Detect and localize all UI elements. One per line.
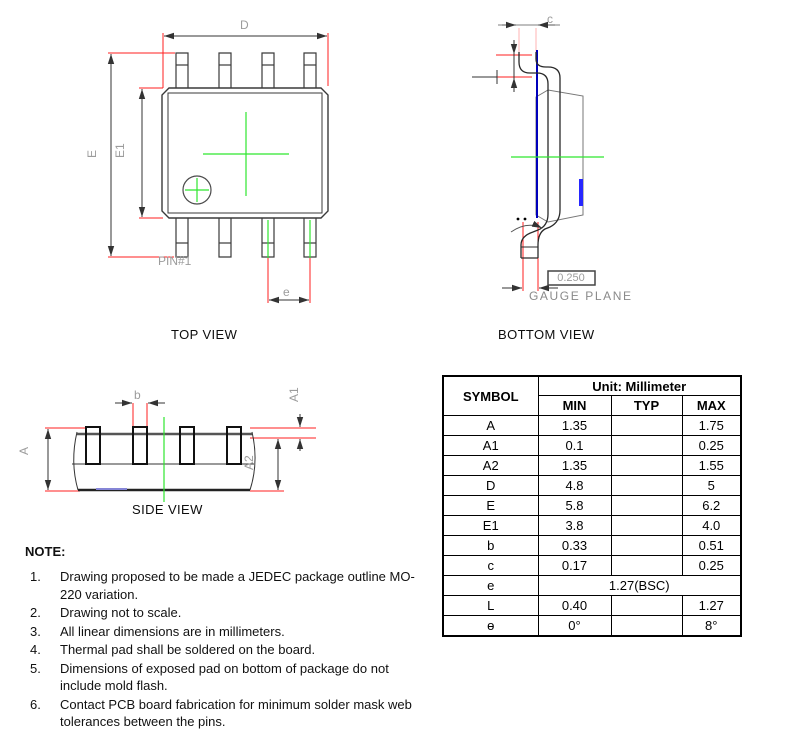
pin1-label: PIN#1: [158, 254, 192, 268]
dim-label-A2: A2: [242, 455, 256, 470]
top-pins: [176, 53, 316, 88]
dim-label-E1: E1: [113, 143, 127, 158]
table-row: [443, 596, 741, 616]
bottom-view-drawing: [460, 10, 645, 310]
table-cell: [611, 596, 682, 616]
center-marks: [185, 112, 310, 258]
table-cell: E: [443, 496, 538, 516]
max-header-cell: MAX: [682, 396, 741, 416]
top-view-extension-lines: [108, 33, 328, 303]
table-cell: 0.17: [538, 556, 611, 576]
table-cell: 1.35: [538, 416, 611, 436]
table-cell: 0.33: [538, 536, 611, 556]
table-cell: b: [443, 536, 538, 556]
note-number: 3.: [30, 623, 41, 639]
table-cell: 0.25: [682, 556, 741, 576]
table-cell: [611, 556, 682, 576]
table-cell: L: [443, 596, 538, 616]
side-view-title: SIDE VIEW: [132, 502, 203, 517]
note-number: 1.: [30, 569, 41, 584]
bottom-view-extension-lines: [496, 28, 538, 291]
table-header-row-unit: [443, 376, 741, 396]
table-cell: ɵ: [443, 616, 538, 637]
table-cell: 1.27: [682, 596, 741, 616]
unit-header-cell: Unit: Millimeter: [538, 376, 741, 396]
dim-label-A1: A1: [287, 387, 301, 402]
dim-label-b: b: [134, 388, 141, 402]
note-item: [25, 568, 415, 603]
table-cell: [611, 496, 682, 516]
note-text: Thermal pad shall be soldered on the board.: [60, 642, 316, 657]
table-cell: A2: [443, 456, 538, 476]
note-number: 4.: [30, 642, 41, 657]
table-row: [443, 576, 741, 596]
table-cell: 0.51: [682, 536, 741, 556]
note-number: 2.: [30, 605, 41, 620]
table-row: [443, 496, 741, 516]
table-cell: [611, 536, 682, 556]
table-cell: A1: [443, 436, 538, 456]
top-view-drawing: [90, 15, 350, 315]
table-row: [443, 536, 741, 556]
table-cell: [611, 516, 682, 536]
table-row: [443, 436, 741, 456]
note-text: Contact PCB board fabrication for minimum solder mask web tolerances between the pins.: [60, 696, 412, 729]
table-cell: [611, 436, 682, 456]
table-cell: 4.0: [682, 516, 741, 536]
note-text: All linear dimensions are in millimeters.: [60, 623, 285, 639]
lead-offset-dimension: [472, 40, 514, 92]
dim-label-D: D: [240, 18, 249, 32]
table-row: [443, 516, 741, 536]
table-row: [443, 416, 741, 436]
table-cell: e: [443, 576, 538, 596]
table-cell: 1.55: [682, 456, 741, 476]
table-cell: 1.75: [682, 416, 741, 436]
dim-label-E: E: [85, 149, 99, 158]
note-item: [25, 641, 415, 659]
note-item: [25, 660, 415, 695]
note-number: 5.: [30, 660, 41, 676]
table-cell: c: [443, 556, 538, 576]
table-cell: [611, 616, 682, 637]
table-cell: A: [443, 416, 538, 436]
table-cell: 6.2: [682, 496, 741, 516]
dim-label-c: c: [547, 12, 553, 26]
table-cell: 0°: [538, 616, 611, 637]
notes-heading: NOTE:: [25, 544, 66, 559]
table-cell: [611, 456, 682, 476]
table-cell: 4.8: [538, 476, 611, 496]
note-item: [25, 623, 415, 641]
side-view-drawing: [17, 385, 340, 520]
note-item: [25, 604, 415, 622]
table-cell: 1.35: [538, 456, 611, 476]
gauge-plane-label: GAUGE PLANE: [529, 289, 633, 303]
notes-list: [25, 568, 415, 731]
notes-section: [25, 545, 415, 732]
table-row: [443, 456, 741, 476]
table-cell: 0.1: [538, 436, 611, 456]
dim-label-A: A: [17, 446, 31, 455]
table-cell: 0.40: [538, 596, 611, 616]
top-view-title: TOP VIEW: [171, 327, 238, 342]
note-text: Drawing proposed to be made a JEDEC package outline MO-220 variation.: [60, 569, 415, 602]
table-cell: D: [443, 476, 538, 496]
table-row: [443, 556, 741, 576]
typ-header-cell: TYP: [611, 396, 682, 416]
table-cell: 0.25: [682, 436, 741, 456]
symbol-header-cell: SYMBOL: [443, 376, 538, 416]
bottom-pins: [176, 218, 316, 257]
dimension-table-body: [443, 416, 741, 637]
min-header-cell: MIN: [538, 396, 611, 416]
table-cell: 5: [682, 476, 741, 496]
note-item: [25, 696, 415, 731]
note-text: Dimensions of exposed pad on bottom of package do not include mold flash.: [60, 660, 389, 693]
table-cell: 3.8: [538, 516, 611, 536]
table-cell: 8°: [682, 616, 741, 637]
bottom-view-title: BOTTOM VIEW: [498, 327, 595, 342]
note-text: Drawing not to scale.: [60, 605, 182, 620]
dimension-table: [442, 375, 742, 637]
table-cell: [611, 416, 682, 436]
dim-label-e: e: [283, 285, 290, 299]
table-row: [443, 476, 741, 496]
table-cell: 1.27(BSC): [538, 576, 741, 596]
note-number: 6.: [30, 696, 41, 712]
table-cell: 5.8: [538, 496, 611, 516]
table-cell: [611, 476, 682, 496]
table-cell: E1: [443, 516, 538, 536]
table-row: [443, 616, 741, 637]
gauge-value-label: 0.250: [557, 272, 585, 284]
package-body: [162, 88, 328, 218]
